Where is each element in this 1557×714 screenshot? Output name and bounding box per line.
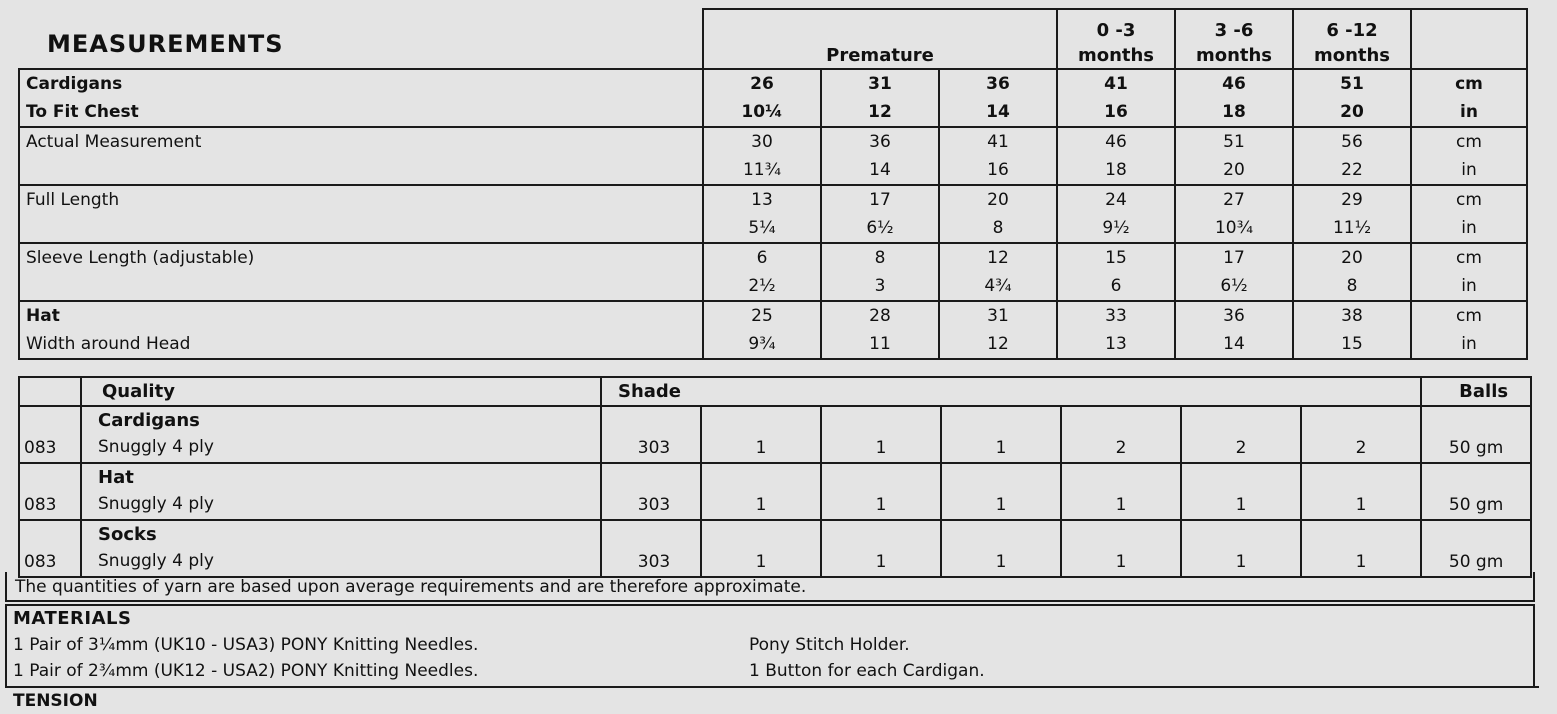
materials-heading: MATERIALS (13, 608, 132, 629)
measurement-row (19, 243, 1527, 301)
measurement-cell (1293, 243, 1411, 301)
measurement-label-line1: Actual Measurement (26, 132, 202, 152)
value-in: 11½ (1332, 218, 1372, 238)
yarn-quality (81, 463, 601, 520)
value-in: 15 (1341, 334, 1363, 354)
yarn-row (19, 406, 1531, 463)
yarn-header-shade: Shade (601, 377, 1421, 406)
value-cm: 12 (987, 248, 1009, 268)
value-in: 22 (1341, 160, 1363, 180)
measurement-cell (1175, 69, 1293, 127)
value-cm: 31 (868, 74, 892, 94)
measurement-label (19, 301, 703, 359)
value-cm: 24 (1105, 190, 1127, 210)
value-in: 13 (1105, 334, 1127, 354)
measurement-cell (703, 69, 821, 127)
yarn-qty: 1 (821, 520, 941, 577)
measurements-header-row (19, 9, 1527, 69)
yarn-qty: 1 (821, 406, 941, 463)
value-in: 20 (1223, 160, 1245, 180)
yarn-shade: 303 (601, 406, 701, 463)
value-in: 12 (868, 102, 892, 122)
value-cm: 46 (1222, 74, 1246, 94)
tension-heading: TENSION (5, 686, 1539, 714)
value-cm: 28 (869, 306, 891, 326)
measurement-cell (939, 301, 1057, 359)
measurement-cell (1175, 243, 1293, 301)
value-in: 14 (986, 102, 1010, 122)
value-in: 10¾ (1214, 218, 1254, 238)
measurement-label (19, 185, 703, 243)
yarn-qty: 1 (1181, 463, 1301, 520)
measurement-cell (821, 243, 939, 301)
header-size-3-6-line2: months (1195, 45, 1273, 66)
measurement-label-line1: Cardigans (26, 74, 123, 94)
measurement-cell (939, 243, 1057, 301)
measurement-cell (1175, 185, 1293, 243)
yarn-code: 083 (19, 520, 81, 577)
measurement-cell (1293, 301, 1411, 359)
yarn-qty: 1 (1301, 463, 1421, 520)
value-cm: 41 (1104, 74, 1128, 94)
yarn-quality (81, 406, 601, 463)
yarn-header-code (19, 377, 81, 406)
yarn-note: The quantities of yarn are based upon average requirements and are therefore approximate. (5, 572, 1535, 602)
yarn-qty: 2 (1181, 406, 1301, 463)
measurement-cell (703, 243, 821, 301)
material-item-2: 1 Pair of 2¾mm (UK12 - USA2) PONY Knitting Needles. (13, 661, 479, 681)
measurement-cell (1411, 69, 1527, 127)
value-in: 6 (1110, 276, 1122, 296)
measurement-cell (939, 127, 1057, 185)
yarn-qty: 1 (1061, 463, 1181, 520)
measurement-row (19, 185, 1527, 243)
yarn-row (19, 520, 1531, 577)
measurement-label-line2: To Fit Chest (26, 102, 139, 122)
header-premature: Premature (703, 9, 1057, 69)
value-cm: 15 (1105, 248, 1127, 268)
header-size-0-3-line1: 0 -3 (1096, 20, 1136, 41)
value-in: 18 (1105, 160, 1127, 180)
unit-in: in (1461, 334, 1477, 354)
material-item-3: Pony Stitch Holder. (749, 635, 910, 655)
yarn-header-balls: Balls (1421, 377, 1531, 406)
measurement-cell (703, 301, 821, 359)
value-in: 6½ (866, 218, 894, 238)
measurement-label (19, 127, 703, 185)
yarn-qty: 1 (1061, 520, 1181, 577)
measurement-cell (821, 185, 939, 243)
yarn-qty: 1 (941, 463, 1061, 520)
value-in: 6½ (1220, 276, 1248, 296)
measurements-title: MEASUREMENTS (47, 30, 284, 58)
unit-in: in (1461, 276, 1477, 296)
yarn-qty: 1 (941, 406, 1061, 463)
value-cm: 8 (874, 248, 886, 268)
yarn-item-name: Cardigans (98, 410, 200, 431)
value-cm: 56 (1341, 132, 1363, 152)
materials-col2 (749, 632, 985, 684)
measurement-label-line1: Sleeve Length (adjustable) (26, 248, 255, 268)
material-item-4: 1 Button for each Cardigan. (749, 661, 985, 681)
unit-cm: cm (1456, 132, 1482, 152)
value-in: 18 (1222, 102, 1246, 122)
value-in: 14 (869, 160, 891, 180)
measurement-cell (939, 185, 1057, 243)
value-in: 11 (869, 334, 891, 354)
yarn-code: 083 (19, 463, 81, 520)
yarn-unit: 50 gm (1421, 406, 1531, 463)
yarn-type: Snuggly 4 ply (98, 494, 214, 514)
unit-in: in (1460, 102, 1478, 122)
value-in: 9¾ (748, 334, 776, 354)
yarn-unit: 50 gm (1421, 520, 1531, 577)
measurement-label-line1: Hat (26, 306, 60, 326)
unit-cm: cm (1455, 74, 1483, 94)
yarn-qty: 1 (1301, 520, 1421, 577)
value-in: 10¼ (741, 102, 783, 122)
value-cm: 27 (1223, 190, 1245, 210)
measurement-cell (821, 301, 939, 359)
value-cm: 33 (1105, 306, 1127, 326)
value-cm: 38 (1341, 306, 1363, 326)
value-cm: 41 (987, 132, 1009, 152)
value-cm: 6 (756, 248, 768, 268)
yarn-qty: 1 (701, 463, 821, 520)
yarn-item-name: Hat (98, 467, 134, 488)
material-item-1: 1 Pair of 3¼mm (UK10 - USA3) PONY Knitting Needles. (13, 635, 479, 655)
header-size-6-12 (1293, 9, 1411, 69)
measurement-row (19, 127, 1527, 185)
value-cm: 26 (750, 74, 774, 94)
measurement-row (19, 69, 1527, 127)
unit-cm: cm (1456, 190, 1482, 210)
measurement-cell (821, 127, 939, 185)
value-in: 14 (1223, 334, 1245, 354)
measurement-cell (703, 185, 821, 243)
value-cm: 51 (1223, 132, 1245, 152)
value-cm: 29 (1341, 190, 1363, 210)
value-cm: 36 (1223, 306, 1245, 326)
yarn-qty: 1 (821, 463, 941, 520)
header-unit-blank (1411, 9, 1527, 69)
header-size-6-12-line1: 6 -12 (1326, 20, 1378, 41)
value-cm: 46 (1105, 132, 1127, 152)
yarn-header-quality: Quality (81, 377, 601, 406)
measurement-cell (1293, 127, 1411, 185)
value-in: 2½ (748, 276, 776, 296)
measurement-cell (1175, 301, 1293, 359)
header-size-0-3-line2: months (1077, 45, 1155, 66)
materials-section (5, 604, 1535, 688)
value-in: 4¾ (984, 276, 1012, 296)
value-in: 16 (987, 160, 1009, 180)
measurement-label (19, 69, 703, 127)
measurement-cell (939, 69, 1057, 127)
value-cm: 36 (986, 74, 1010, 94)
header-size-0-3 (1057, 9, 1175, 69)
measurement-cell (1411, 185, 1527, 243)
value-in: 12 (987, 334, 1009, 354)
yarn-quality (81, 520, 601, 577)
yarn-header-row (19, 377, 1531, 406)
value-cm: 36 (869, 132, 891, 152)
yarn-qty: 2 (1061, 406, 1181, 463)
measurement-label (19, 243, 703, 301)
header-size-6-12-line2: months (1313, 45, 1391, 66)
measurement-cell (1175, 127, 1293, 185)
measurements-table (18, 8, 1528, 360)
yarn-type: Snuggly 4 ply (98, 551, 214, 571)
value-cm: 31 (987, 306, 1009, 326)
yarn-qty: 1 (941, 520, 1061, 577)
header-size-3-6-line1: 3 -6 (1214, 20, 1254, 41)
value-in: 9½ (1102, 218, 1130, 238)
header-blank (19, 9, 703, 69)
value-in: 3 (874, 276, 886, 296)
value-cm: 20 (987, 190, 1009, 210)
yarn-shade: 303 (601, 520, 701, 577)
unit-cm: cm (1456, 248, 1482, 268)
value-cm: 25 (751, 306, 773, 326)
value-cm: 30 (751, 132, 773, 152)
unit-cm: cm (1456, 306, 1482, 326)
yarn-qty: 2 (1301, 406, 1421, 463)
measurement-cell (1411, 301, 1527, 359)
unit-in: in (1461, 218, 1477, 238)
yarn-table (18, 376, 1532, 578)
value-in: 8 (992, 218, 1004, 238)
value-in: 5¼ (748, 218, 776, 238)
yarn-unit: 50 gm (1421, 463, 1531, 520)
value-cm: 17 (1223, 248, 1245, 268)
measurement-cell (1057, 127, 1175, 185)
value-in: 20 (1340, 102, 1364, 122)
measurement-cell (703, 127, 821, 185)
yarn-qty: 1 (701, 520, 821, 577)
yarn-item-name: Socks (98, 524, 157, 545)
measurement-cell (1293, 185, 1411, 243)
yarn-qty: 1 (1181, 520, 1301, 577)
value-cm: 13 (751, 190, 773, 210)
unit-in: in (1461, 160, 1477, 180)
yarn-code: 083 (19, 406, 81, 463)
yarn-type: Snuggly 4 ply (98, 437, 214, 457)
measurement-cell (1057, 301, 1175, 359)
measurement-row (19, 301, 1527, 359)
value-cm: 20 (1341, 248, 1363, 268)
measurement-cell (1411, 127, 1527, 185)
yarn-shade: 303 (601, 463, 701, 520)
measurement-label-line2: Width around Head (26, 334, 191, 354)
value-in: 11¾ (742, 160, 782, 180)
measurement-cell (821, 69, 939, 127)
measurement-cell (1057, 69, 1175, 127)
yarn-qty: 1 (701, 406, 821, 463)
value-cm: 51 (1340, 74, 1364, 94)
measurement-label-line1: Full Length (26, 190, 120, 210)
header-size-3-6 (1175, 9, 1293, 69)
value-in: 8 (1346, 276, 1358, 296)
yarn-row (19, 463, 1531, 520)
value-in: 16 (1104, 102, 1128, 122)
value-cm: 17 (869, 190, 891, 210)
measurement-cell (1411, 243, 1527, 301)
measurement-cell (1293, 69, 1411, 127)
measurement-cell (1057, 185, 1175, 243)
measurement-cell (1057, 243, 1175, 301)
